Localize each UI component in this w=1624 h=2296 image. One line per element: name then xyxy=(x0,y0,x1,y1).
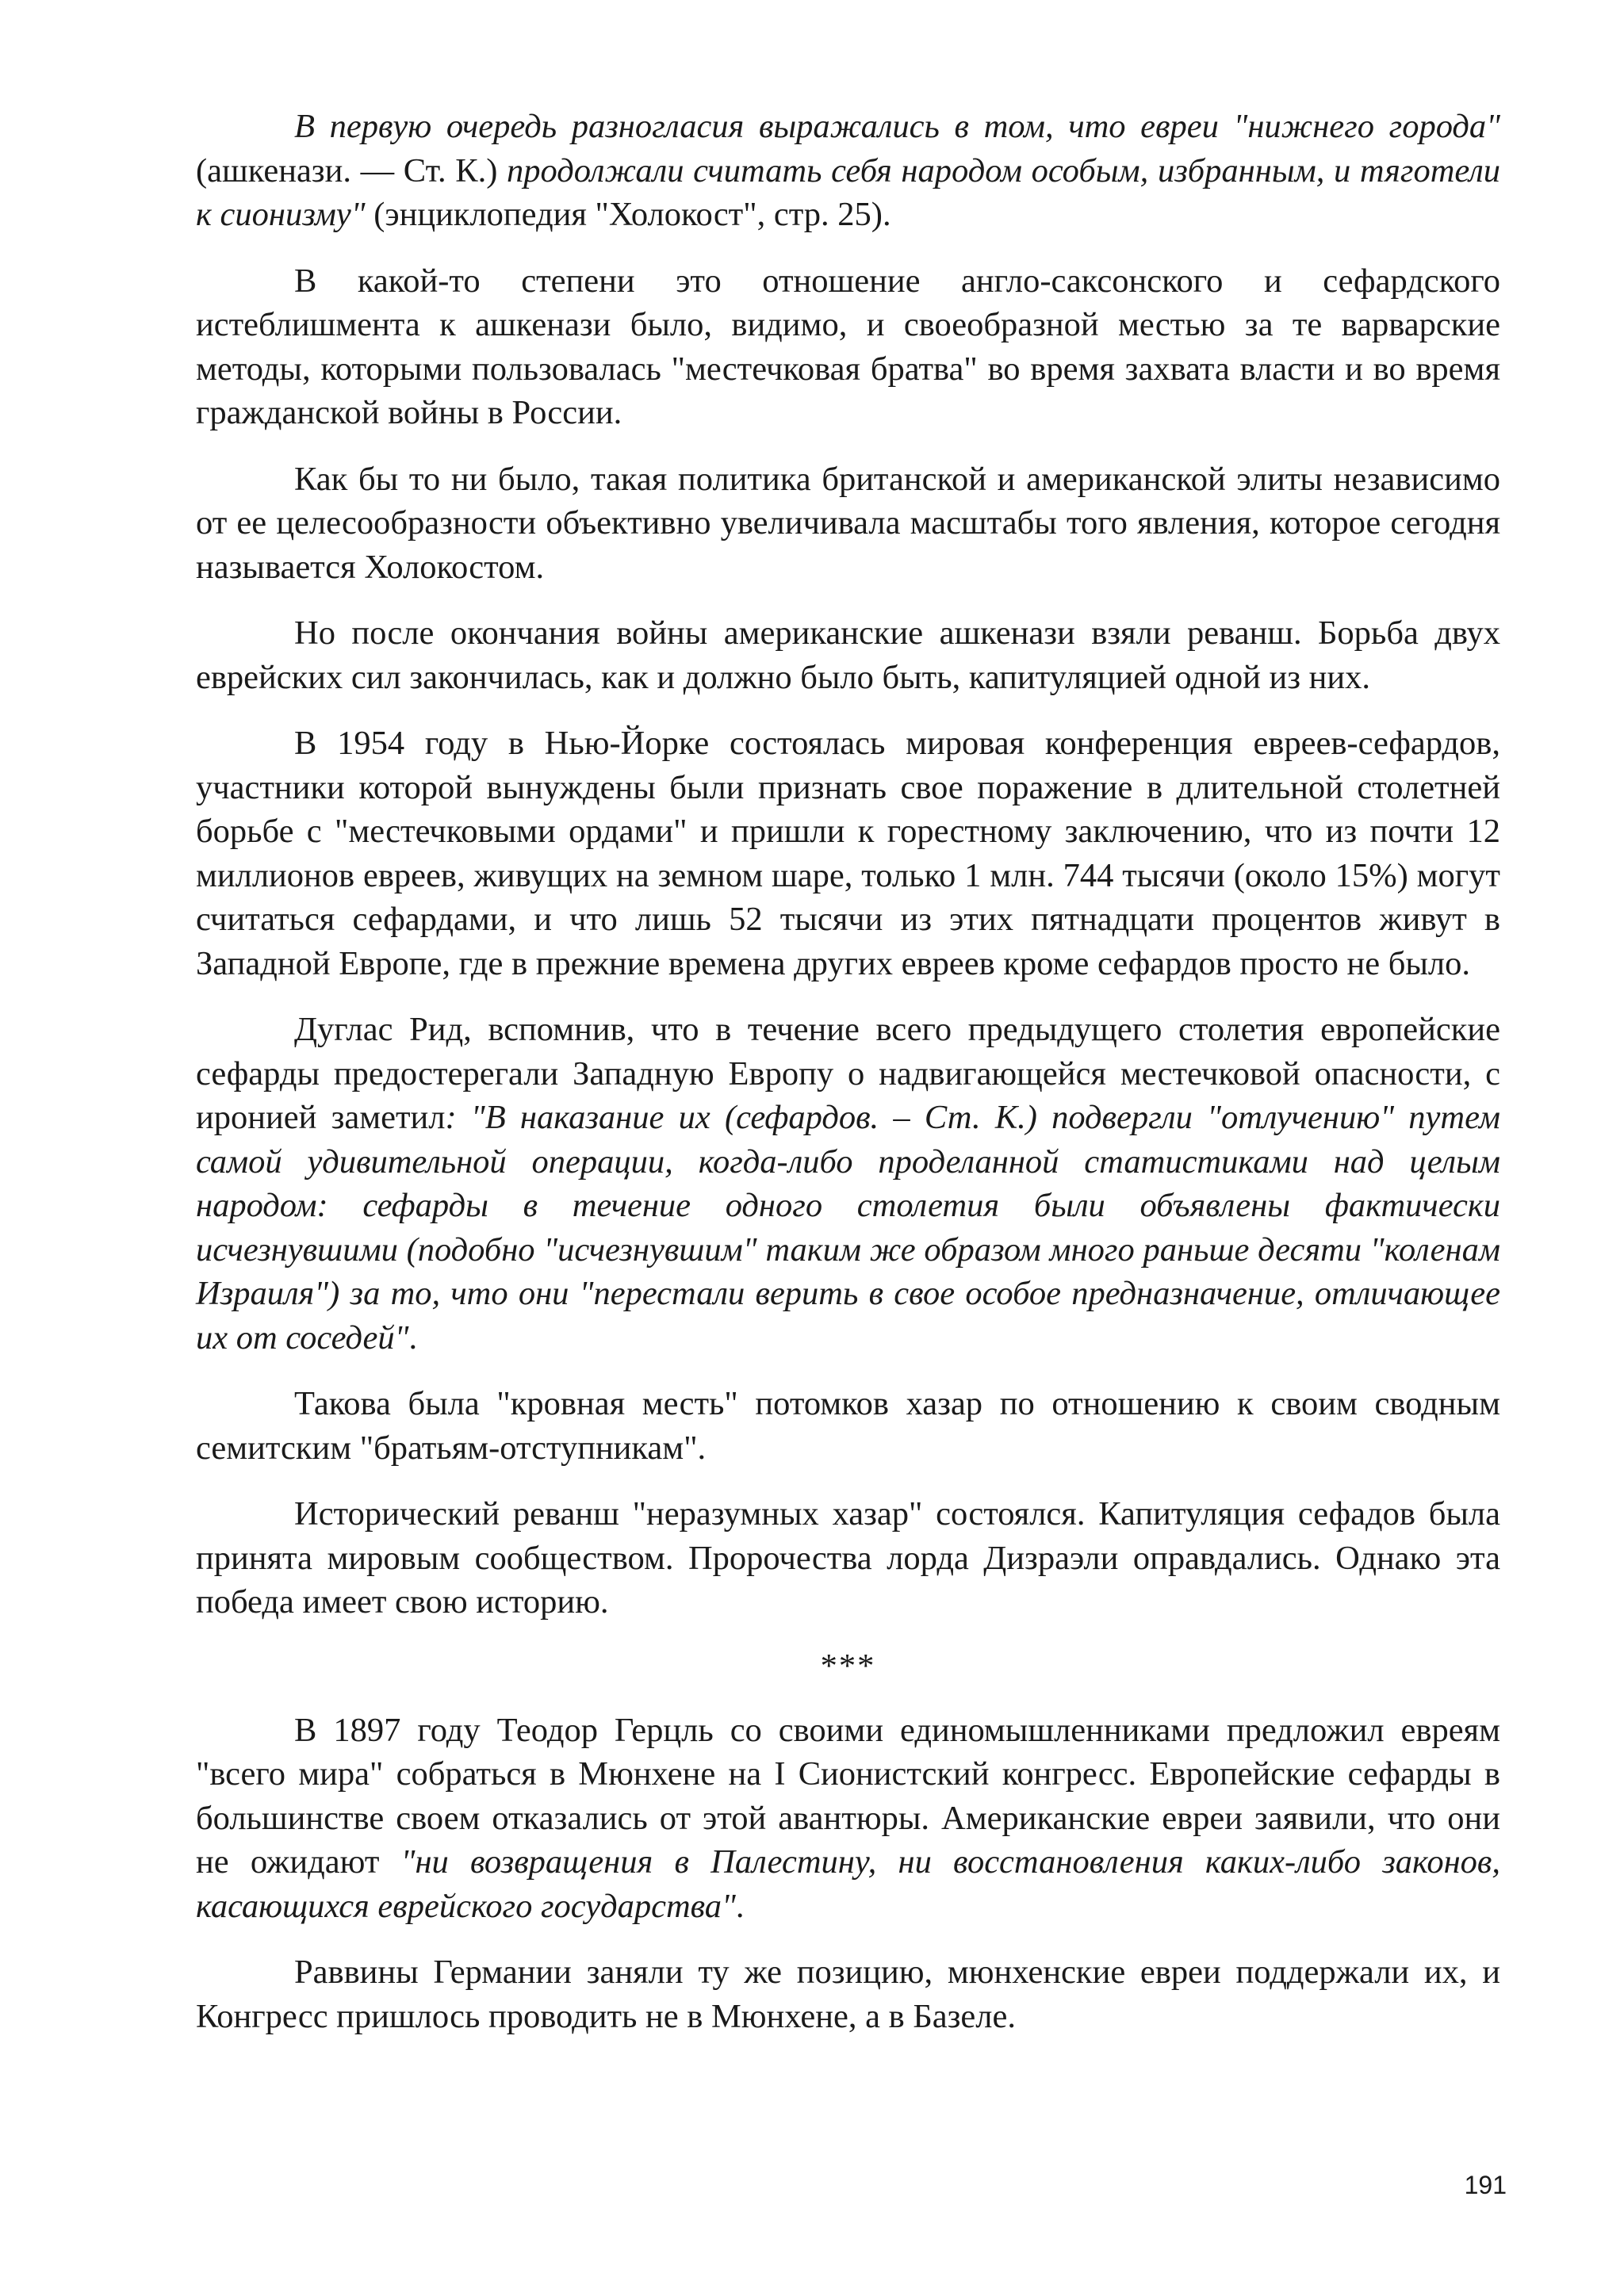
paragraph-3-text: Как бы то ни было, такая политика британской и американской элиты независимо от ее целесообразности объективно увеличивала масштабы того явления, которое сегодня называется Холокостом. xyxy=(196,460,1500,586)
paragraph-9-text: В 1897 году Теодор Герцль со своими единомышленниками предложил евреям "всего мира" собраться в Мюнхене на I Сионистский конгресс. Европейские сефарды в большинстве своем отказались от этой авантюры. Американские евреи заявили, что они не ожидают xyxy=(196,1711,1500,1881)
paragraph-8-text: Исторический реванш "неразумных хазар" состоялся. Капитуляция сефадов была принята мировым сообществом. Пророчества лорда Дизраэли оправдались. Однако эта победа имеет свою историю. xyxy=(196,1495,1500,1621)
paragraph-7-text: Такова была "кровная месть" потомков хазар по отношению к своим сводным семитским "братьям-отступникам". xyxy=(196,1385,1500,1467)
paragraph-10 xyxy=(196,1950,1500,2038)
paragraph-1 xyxy=(196,105,1500,237)
paragraph-7 xyxy=(196,1382,1500,1470)
paragraph-2-text: В какой-то степени это отношение англо-саксонского и сефардского истеблишмента к ашкенази было, видимо, и своеобразной местью за те варварские методы, которыми пользовалась "местечковая братва" во время захвата власти и во время гражданской войны в России. xyxy=(196,262,1500,431)
paragraph-3 xyxy=(196,457,1500,590)
paragraph-2 xyxy=(196,259,1500,435)
paragraph-6-italic-quote: : "В наказание их (сефардов. – Ст. К.) подвергли "отлучению" путем самой удивительной операции, когда-либо проделанной статистиками над целым народом: сефарды в течение одного столетия были объявлены фактически исчезнувшими (подобно "исчезнувшим" таким же образом много раньше десяти "коленам Израиля") за то, что они "перестали верить в свое особое предназначение, отличающее их от соседей" xyxy=(196,1099,1501,1357)
paragraph-9 xyxy=(196,1709,1500,1929)
page-number: 191 xyxy=(1464,2171,1507,2199)
paragraph-6-text: Дуглас Рид, вспомнив, что в течение всего предыдущего столетия европейские сефарды предостерегали Западную Европу о надвигающейся местечковой опасности, с иронией заметил xyxy=(196,1011,1500,1136)
paragraph-4 xyxy=(196,611,1500,699)
paragraph-1-citation: (энциклопедия "Холокост", стр. 25). xyxy=(373,196,891,233)
paragraph-1-author-note: (ашкенази. — Ст. К.) xyxy=(196,151,508,189)
paragraph-1-italic-quote: В первую очередь разногласия выражались в том, что евреи "нижнего города" xyxy=(294,108,1500,145)
paragraph-6-period: . xyxy=(408,1318,418,1357)
paragraph-10-text: Раввины Германии заняли ту же позицию, мюнхенские евреи поддержали их, и Конгресс пришлось проводить не в Мюнхене, а в Базеле. xyxy=(196,1954,1500,2035)
page-body xyxy=(196,105,1500,2061)
paragraph-8 xyxy=(196,1492,1500,1624)
paragraph-5-text: В 1954 году в Нью-Йорке состоялась мировая конференция евреев-сефардов, участники которой вынуждены были признать свое поражение в длительной столетней борьбе с "местечковыми ордами" и пришли к горестному заключению, что из почти 12 миллионов евреев, живущих на земном шаре, только 1 млн. 744 тысячи (около 15%) могут считаться сефардами, и что лишь 52 тысячи из этих пятнадцати процентов живут в Западной Европе, где в прежние времена других евреев кроме сефардов просто не было. xyxy=(196,725,1500,982)
paragraph-9-italic-quote: "ни возвращения в Палестину, ни восстановления каких-либо законов, касающихся еврейского государства" xyxy=(196,1843,1500,1925)
paragraph-1-italic-quote-2: продолжали считать себя народом особым, избранным, и тяготели к сионизму" xyxy=(196,151,1500,233)
section-separator: *** xyxy=(820,1647,876,1685)
paragraph-5 xyxy=(196,721,1500,985)
paragraph-9-period: . xyxy=(735,1887,745,1925)
paragraph-6 xyxy=(196,1008,1500,1360)
paragraph-4-text: Но после окончания войны американские ашкенази взяли реванш. Борьба двух еврейских сил закончилась, как и должно было быть, капитуляцией одной из них. xyxy=(196,614,1500,696)
